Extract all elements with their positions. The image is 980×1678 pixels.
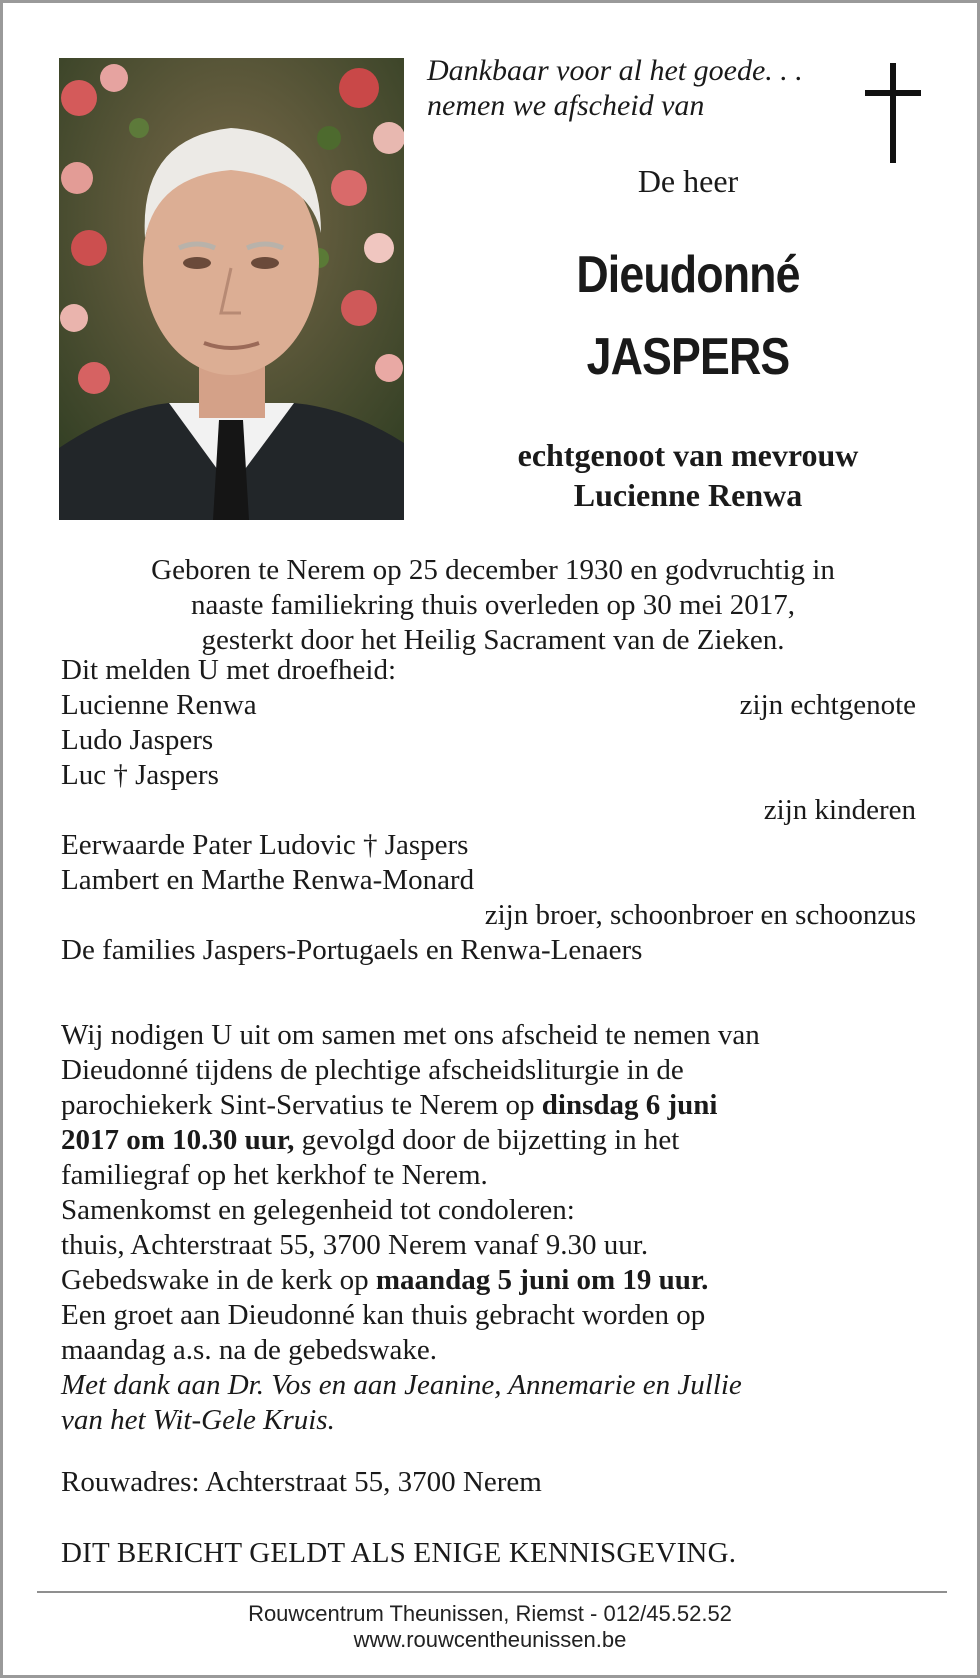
cross-icon [865, 63, 921, 163]
list-item: Lucienne Renwa zijn echtgenote [61, 689, 916, 721]
born-line: Geboren te Nerem op 25 december 1930 en godvruchtig in [151, 554, 835, 586]
thanks-line: Met dank aan Dr. Vos en aan Jeanine, Annemarie en Jullie [61, 1369, 742, 1401]
divider [37, 1591, 947, 1593]
list-item: Eerwaarde Pater Ludovic † Jaspers [61, 829, 469, 861]
birth-death-paragraph [43, 553, 943, 658]
funeral-home-contact: Rouwcentrum Theunissen, Riemst - 012/45.52.52 [248, 1601, 732, 1626]
funeral-home-footer [3, 1601, 977, 1653]
intro-text [427, 53, 827, 123]
list-item: De families Jaspers-Portugaels en Renwa-Lenaers [61, 934, 643, 966]
last-name: JASPERS [586, 328, 790, 386]
spouse-name: Lucienne Renwa [573, 477, 803, 513]
intro-line: Dankbaar voor al het goede. . . [427, 54, 803, 87]
born-line: gesterkt door het Heilig Sacrament van de Zieken. [201, 624, 785, 656]
intro-line: nemen we afscheid van [427, 89, 705, 122]
invitation-paragraph: Wij nodigen U uit om samen met ons afscheid te nemen van Dieudonné tijdens de plechtige afscheidsliturgie in de parochiekerk Sint-Servatius te Nerem op dinsdag 6 juni 2017 om 10.30 uur, gevolgd door de bijzetting in het familiegraf op het kerkhof te Nerem. Samenkomst en gelegenheid tot condoleren: thuis, Achterstraat 55, 3700 Nerem vanaf 9.30 uur. Gebedswake in de kerk op maandag 5 juni om 19 uur. Een groet aan Dieudonné kan thuis gebracht worden op maandag a.s. na de gebedswake. Met dank aan Dr. Vos en aan Jeanine, Annemarie en Jullie van het Wit-Gele Kruis. [61, 1018, 931, 1438]
small-cross-icon: † [113, 759, 128, 791]
mourning-address: Rouwadres: Achterstraat 55, 3700 Nerem [61, 1466, 542, 1498]
list-item: Dit melden U met droefheid: [61, 654, 397, 686]
first-name: Dieudonné [576, 246, 800, 304]
list-item: zijn broer, schoonbroer en schoonzus [484, 899, 916, 931]
portrait-illustration [59, 58, 404, 520]
list-item: Luc † Jaspers [61, 759, 219, 791]
list-item: Lambert en Marthe Renwa-Monard [61, 864, 475, 896]
notice-text: DIT BERICHT GELDT ALS ENIGE KENNISGEVING. [61, 1537, 737, 1569]
spouse-info [433, 435, 943, 515]
thanks-line: van het Wit-Gele Kruis. [61, 1404, 335, 1436]
funeral-home-website: www.rouwcentheunissen.be [353, 1627, 627, 1652]
tie [213, 420, 249, 520]
title: De heer [637, 163, 739, 199]
spouse-line: echtgenoot van mevrouw [517, 437, 859, 473]
small-cross-icon: † [362, 829, 378, 861]
mourners-list [61, 653, 916, 968]
list-item: zijn kinderen [763, 794, 916, 826]
list-item: Ludo Jaspers [61, 724, 214, 756]
portrait-photo [59, 58, 404, 520]
born-line: naaste familiekring thuis overleden op 30 mei 2017, [190, 589, 795, 621]
